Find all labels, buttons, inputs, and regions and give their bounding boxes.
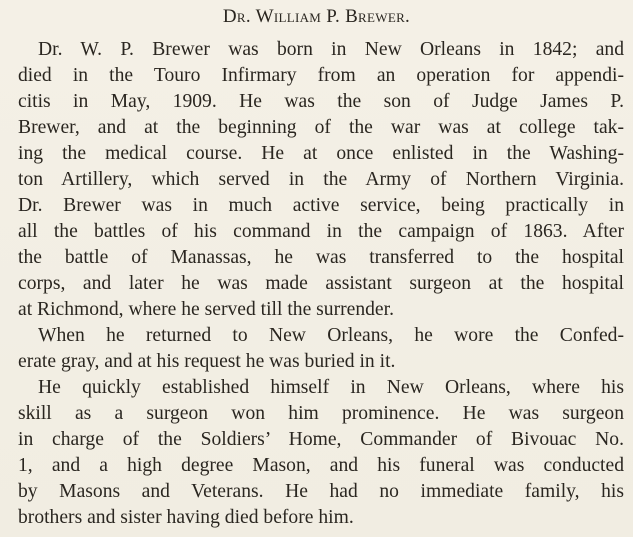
text-line: in charge of the Soldiers’ Home, Commander of Bivouac No. xyxy=(18,429,624,450)
text-line: erate gray, and at his request he was buried in it. xyxy=(18,351,396,372)
text-line: all the battles of his command in the campaign of 1863. After xyxy=(18,221,624,242)
text-line: corps, and later he was made assistant surgeon at the hospital xyxy=(18,273,624,294)
text-line: died in the Touro Infirmary from an operation for appendi- xyxy=(18,65,624,86)
page-heading: Dr. William P. Brewer. xyxy=(222,6,411,27)
text-line: ing the medical course. He at once enlisted in the Washing- xyxy=(18,143,624,164)
text-line: the battle of Manassas, he was transferred to the hospital xyxy=(18,247,624,268)
text-line: Dr. W. P. Brewer was born in New Orleans in 1842; and xyxy=(38,39,624,60)
text-line: 1, and a high degree Mason, and his funeral was conducted xyxy=(18,455,624,476)
text-line: Brewer, and at the beginning of the war was at college tak- xyxy=(18,117,624,138)
text-line: brothers and sister having died before him. xyxy=(18,507,354,528)
text-line: ton Artillery, which served in the Army of Northern Virginia. xyxy=(18,169,624,190)
text-line: by Masons and Veterans. He had no immediate family, his xyxy=(18,481,624,502)
text-line: at Richmond, where he served till the surrender. xyxy=(18,299,394,320)
text-line: Dr. Brewer was in much active service, being practically in xyxy=(18,195,624,216)
text-line: When he returned to New Orleans, he wore the Confed- xyxy=(38,325,624,346)
text-line: citis in May, 1909. He was the son of Judge James P. xyxy=(18,91,624,112)
text-line: He quickly established himself in New Orleans, where his xyxy=(38,377,624,398)
text-line: skill as a surgeon won him prominence. He was surgeon xyxy=(18,403,624,424)
